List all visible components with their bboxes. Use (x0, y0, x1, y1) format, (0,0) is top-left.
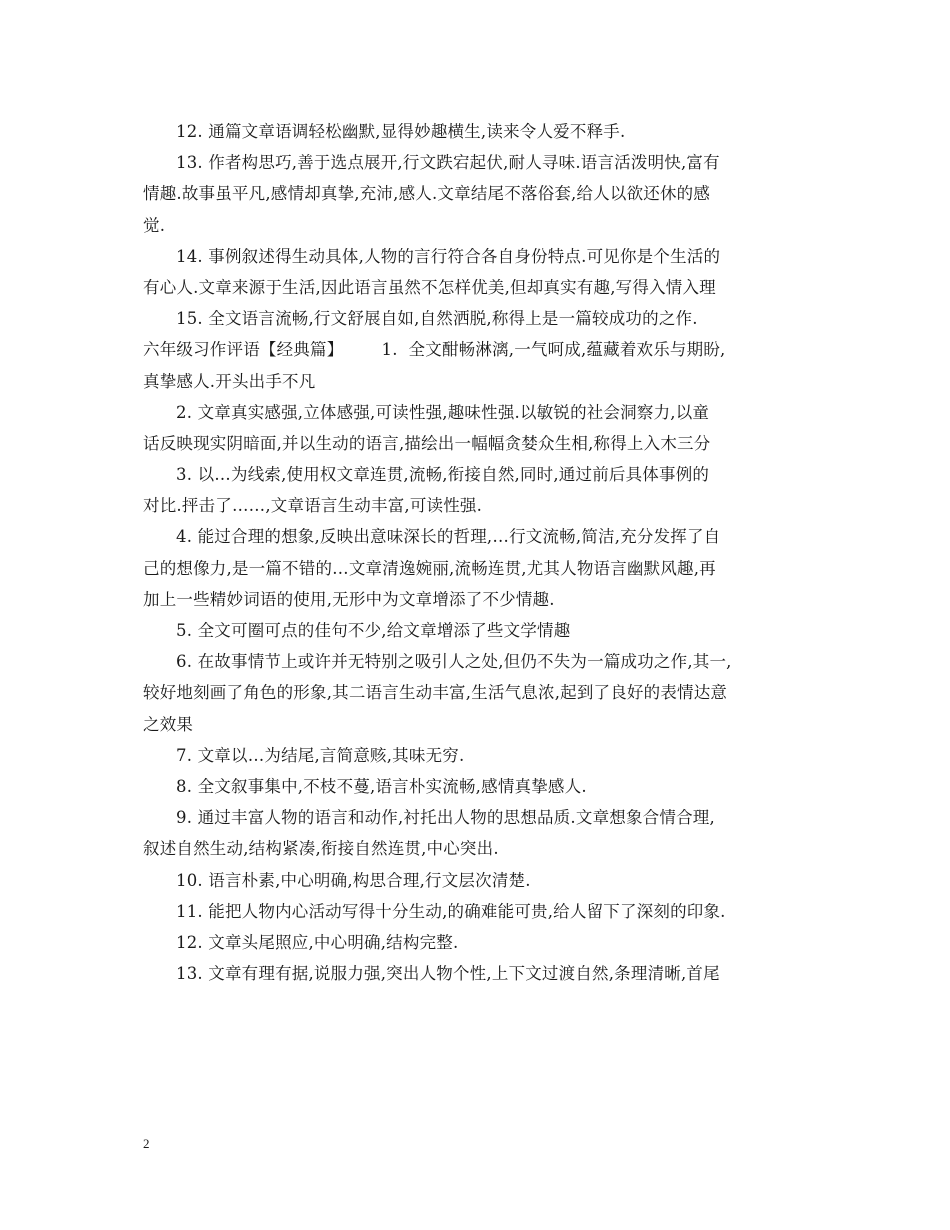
text-line: 己的想像力,是一篇不错的…文章清逸婉丽,流畅连贯,尤其人物语言幽默风趣,再 (143, 558, 716, 578)
text-line: 9. 通过丰富人物的语言和动作,衬托出人物的思想品质.文章想象合情合理, (176, 808, 715, 828)
text-line: 7. 文章以…为结尾,言简意赅,其味无穷. (176, 745, 465, 765)
text-line: 4. 能过合理的想象,反映出意味深长的哲理,…行文流畅,简洁,充分发挥了自 (176, 527, 721, 547)
text-line: 10. 语言朴素,中心明确,构思合理,行文层次清楚. (176, 870, 531, 890)
text-line: 15. 全文语言流畅,行文舒展自如,自然洒脱,称得上是一篇较成功的之作. (176, 309, 698, 329)
text-line: 之效果 (143, 714, 194, 734)
text-line: 12. 文章头尾照应,中心明确,结构完整. (176, 932, 459, 952)
text-line: 12. 通篇文章语调轻松幽默,显得妙趣横生,读来令人爱不释手. (176, 122, 626, 141)
section-heading-line: 六年级习作评语【经典篇】 1. 全文酣畅淋漓,一气呵成,蕴藏着欢乐与期盼, (143, 340, 726, 360)
text-line: 6. 在故事情节上或许并无特别之吸引人之处,但仍不失为一篇成功之作,其一, (176, 652, 732, 672)
text-line: 8. 全文叙事集中,不枝不蔓,语言朴实流畅,感情真挚感人. (176, 776, 587, 796)
text-line: 3. 以…为线索,使用权文章连贯,流畅,衔接自然,同时,通过前后具体事例的 (176, 465, 710, 485)
text-line: 2. 文章真实感强,立体感强,可读性强,趣味性强.以敏锐的社会洞察力,以童 (176, 402, 710, 422)
page-number: 2 (143, 1136, 150, 1151)
text-line: 有心人.文章来源于生活,因此语言虽然不怎样优美,但却真实有趣,写得入情入理 (143, 277, 716, 297)
text-line: 觉. (143, 215, 166, 235)
text-line: 14. 事例叙述得生动具体,人物的言行符合各自身份特点.可见你是个生活的 (176, 246, 721, 266)
document-body (143, 116, 813, 989)
text-line: 叙述自然生动,结构紧凑,衔接自然连贯,中心突出. (143, 839, 499, 859)
text-line: 13. 文章有理有据,说服力强,突出人物个性,上下文过渡自然,条理清晰,首尾 (176, 964, 720, 984)
text-line: 加上一些精妙词语的使用,无形中为文章增添了不少情趣. (143, 589, 555, 609)
text-line: 对比.抨击了……,文章语言生动丰富,可读性强. (143, 496, 483, 516)
text-line: 5. 全文可圈可点的佳句不少,给文章增添了些文学情趣 (176, 621, 571, 640)
text-line: 13. 作者构思巧,善于选点展开,行文跌宕起伏,耐人寻味.语言活泼明快,富有 (176, 153, 720, 173)
text-line: 真挚感人.开头出手不凡 (143, 371, 316, 391)
text-line: 情趣.故事虽平凡,感情却真挚,充沛,感人.文章结尾不落俗套,给人以欲还休的感 (143, 184, 711, 204)
text-line: 较好地刻画了角色的形象,其二语言生动丰富,生活气息浓,起到了良好的表情达意 (143, 683, 728, 703)
text-line: 11. 能把人物内心活动写得十分生动,的确难能可贵,给人留下了深刻的印象. (176, 901, 726, 921)
text-line: 话反映现实阴暗面,并以生动的语言,描绘出一幅幅贪婪众生相,称得上入木三分 (143, 433, 711, 453)
